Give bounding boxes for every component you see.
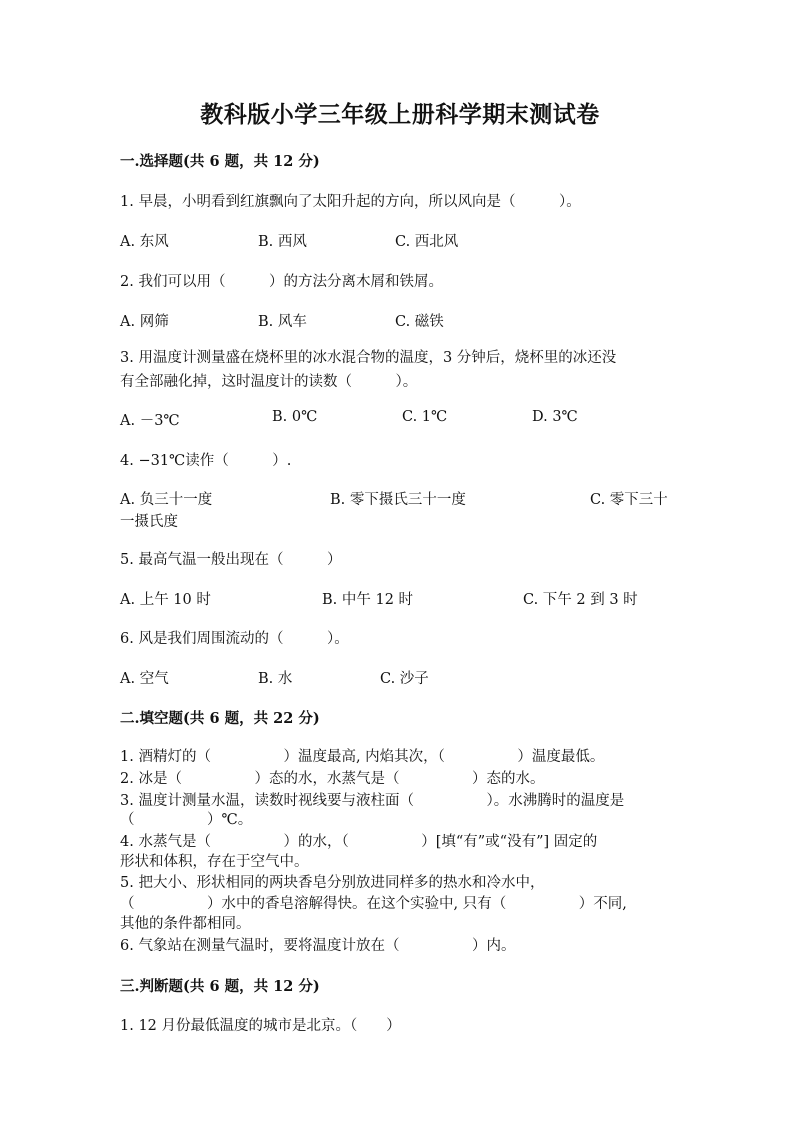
question-4: 4. −31℃读作（ ）. <box>120 453 292 469</box>
option-a: A. －3℃ <box>120 413 180 429</box>
fill-line: （ ）水中的香皂溶解得快。在这个实验中, 只有（ ）不同, <box>120 896 627 912</box>
option-c: C. 1℃ <box>402 409 448 425</box>
section-heading-choice: 一.选择题(共 6 题，共 12 分) <box>120 153 320 170</box>
option-b: B. 零下摄氏三十一度 <box>330 492 466 508</box>
option-c: C. 西北风 <box>395 234 459 250</box>
option-c: C. 沙子 <box>380 671 429 687</box>
fill-line: 3. 温度计测量水温，读数时视线要与液柱面（ ）。水沸腾时的温度是 <box>120 793 625 809</box>
question-2: 2. 我们可以用（ ）的方法分离木屑和铁屑。 <box>120 274 443 290</box>
fill-line: 4. 水蒸气是（ ）的水，（ ）[填“有”或“没有”] 固定的 <box>120 834 598 850</box>
option-b: B. 水 <box>258 671 293 687</box>
option-c: C. 磁铁 <box>395 314 444 330</box>
option-c: C. 零下三十 <box>590 492 668 508</box>
option-b: B. 0℃ <box>272 409 318 425</box>
option-a: A. 空气 <box>120 671 169 687</box>
option-d: D. 3℃ <box>532 409 578 425</box>
option-a: A. 负三十一度 <box>120 492 213 508</box>
question-3-line-2: 有全部融化掉，这时温度计的读数（ ）。 <box>120 374 418 390</box>
fill-line: 5. 把大小、形状相同的两块香皂分别放进同样多的热水和冷水中， <box>120 875 545 891</box>
option-c: C. 下午 2 到 3 时 <box>523 592 638 608</box>
section-heading-judge: 三.判断题(共 6 题，共 12 分) <box>120 978 320 995</box>
fill-line: 2. 冰是（ ）态的水，水蒸气是（ ）态的水。 <box>120 771 545 787</box>
option-a: A. 上午 10 时 <box>120 592 211 608</box>
question-1: 1. 早晨，小明看到红旗飘向了太阳升起的方向，所以风向是（ ）。 <box>120 194 581 210</box>
option-a: A. 东风 <box>120 234 169 250</box>
section-heading-fill: 二.填空题(共 6 题，共 22 分) <box>120 710 320 727</box>
page-title: 教科版小学三年级上册科学期末测试卷 <box>200 101 600 128</box>
question-5: 5. 最高气温一般出现在（ ） <box>120 552 342 568</box>
fill-line: （ ）℃。 <box>120 812 253 828</box>
fill-line: 1. 酒精灯的（ ）温度最高, 内焰其次，（ ）温度最低。 <box>120 749 605 765</box>
fill-line: 形状和体积，存在于空气中。 <box>120 854 309 870</box>
option-c-continued: 一摄氏度 <box>120 514 178 530</box>
option-b: B. 风车 <box>258 314 307 330</box>
option-b: B. 中午 12 时 <box>322 592 414 608</box>
question-3-line-1: 3. 用温度计测量盛在烧杯里的冰水混合物的温度，3 分钟后，烧杯里的冰还没 <box>120 350 617 366</box>
option-a: A. 网筛 <box>120 314 169 330</box>
fill-line: 6. 气象站在测量气温时，要将温度计放在（ ）内。 <box>120 938 516 954</box>
option-b: B. 西风 <box>258 234 307 250</box>
fill-line: 其他的条件都相同。 <box>120 916 251 932</box>
question-6: 6. 风是我们周围流动的（ ）。 <box>120 631 349 647</box>
judge-question-1: 1. 12 月份最低温度的城市是北京。（ ） <box>120 1018 401 1034</box>
